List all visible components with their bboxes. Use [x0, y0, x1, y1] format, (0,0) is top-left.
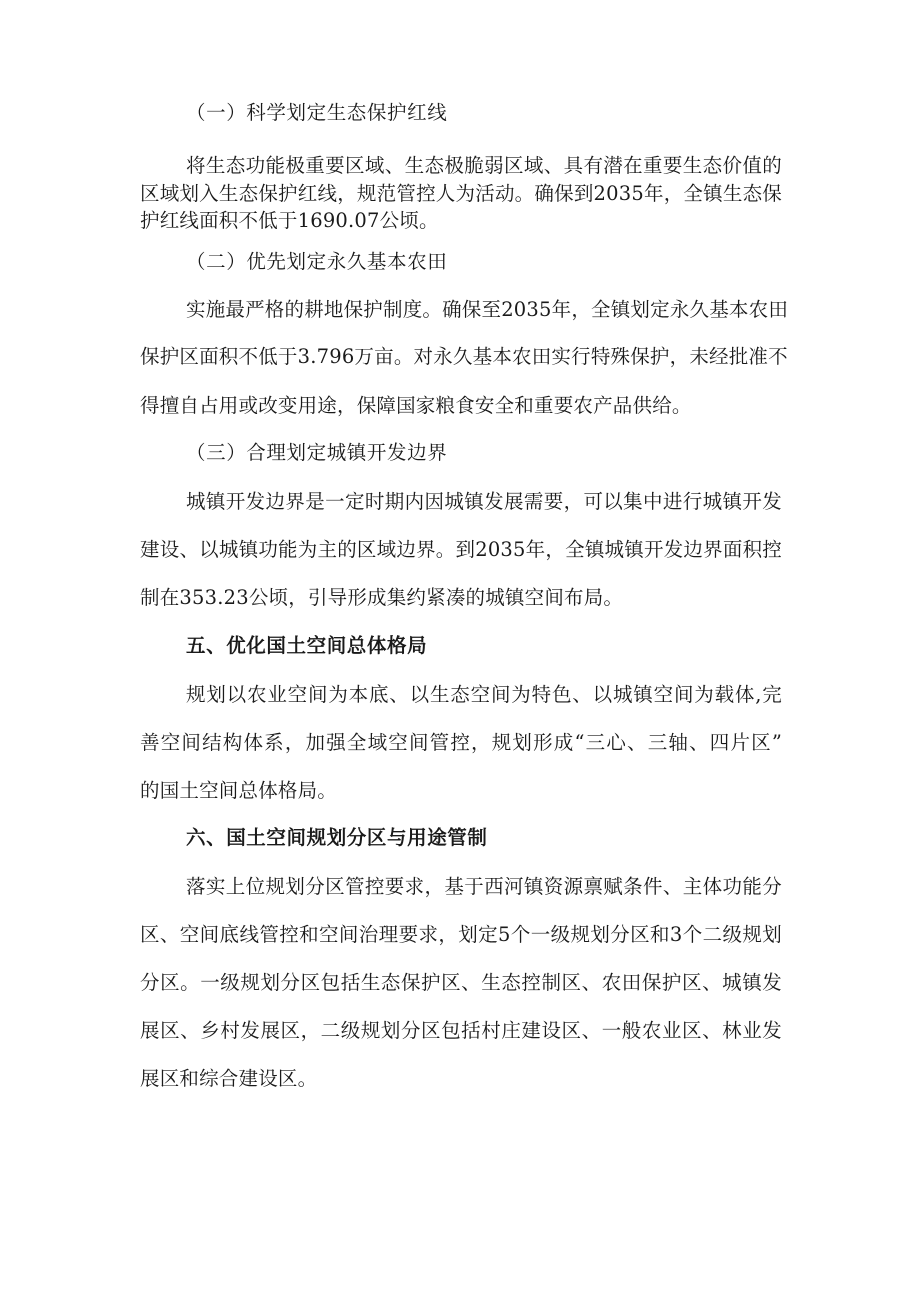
paragraph-line: 护红线面积不低于1690.07公顷。: [140, 209, 439, 232]
paragraph-line: 实施最严格的耕地保护制度。确保至2035年，全镇划定永久基本农田: [186, 298, 789, 321]
paragraph-line: 规划以农业空间为本底、以生态空间为特色、以城镇空间为载体,完: [186, 683, 782, 706]
paragraph-line: 善空间结构体系，加强全域空间管控，规划形成“三心、三轴、四片区”: [140, 731, 782, 754]
section-heading-ecological-redline: （一）科学划定生态保护红线: [186, 101, 448, 124]
chapter-heading-spatial-pattern: 五、优化国土空间总体格局: [186, 634, 428, 657]
paragraph-line: 城镇开发边界是一定时期内因城镇发展需要，可以集中进行城镇开发: [186, 490, 782, 513]
paragraph-line: 保护区面积不低于3.796万亩。对永久基本农田实行特殊保护，未经批准不: [140, 345, 788, 368]
paragraph-line: 建设、以城镇功能为主的区域边界。到2035年，全镇城镇开发边界面积控: [140, 538, 782, 561]
chapter-heading-zoning-use-control: 六、国土空间规划分区与用途管制: [186, 826, 488, 849]
paragraph-line: 分区。一级规划分区包括生态保护区、生态控制区、农田保护区、城镇发: [140, 971, 782, 994]
section-heading-farmland: （二）优先划定永久基本农田: [186, 250, 448, 273]
paragraph-line: 的国土空间总体格局。: [140, 779, 338, 802]
paragraph-line: 制在353.23公顷，引导形成集约紧凑的城镇空间布局。: [140, 586, 624, 609]
paragraph-line: 将生态功能极重要区域、生态极脆弱区域、具有潜在重要生态价值的: [186, 154, 782, 177]
section-heading-urban-boundary: （三）合理划定城镇开发边界: [186, 441, 448, 464]
paragraph-line: 展区和综合建设区。: [140, 1067, 318, 1090]
paragraph-line: 区域划入生态保护红线，规范管控人为活动。确保到2035年，全镇生态保: [140, 182, 782, 205]
paragraph-line: 展区、乡村发展区，二级规划分区包括村庄建设区、一般农业区、林业发: [140, 1019, 782, 1042]
paragraph-line: 落实上位规划分区管控要求，基于西河镇资源禀赋条件、主体功能分: [186, 875, 782, 898]
paragraph-line: 得擅自占用或改变用途，保障国家粮食安全和重要农产品供给。: [140, 394, 692, 417]
paragraph-line: 区、空间底线管控和空间治理要求，划定5个一级规划分区和3个二级规划: [140, 923, 782, 946]
